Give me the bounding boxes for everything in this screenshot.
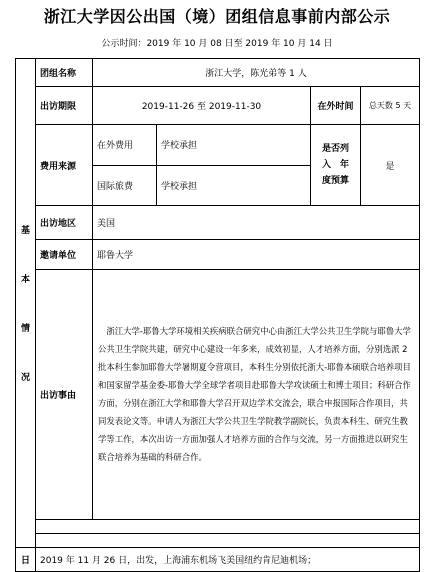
row-spacer-2 — [16, 533, 420, 547]
period-label: 出访期限 — [36, 87, 93, 125]
travel-cost-label: 国际旅费 — [93, 165, 157, 205]
budget-label-line: 度预算 — [321, 176, 349, 187]
abroad-cost-label: 在外费用 — [93, 125, 157, 165]
region-value: 美国 — [93, 205, 420, 239]
schedule-line: 2019 年 11 月 26 日，出发，上海浦东机场飞美国纽约肯尼迪机场； — [36, 547, 420, 571]
side-char: 况 — [20, 372, 30, 383]
days-value: 总天数 5 天 — [361, 87, 420, 125]
travel-cost-value: 学校承担 — [157, 165, 311, 205]
page-title: 浙江大学因公出国（境）团组信息事前内部公示 — [43, 7, 391, 26]
period-value: 2019-11-26 至 2019-11-30 — [93, 87, 311, 125]
publication-period: 公示时间：2019 年 10 月 08 日至 2019 年 10 月 14 日 — [101, 39, 333, 49]
blank-cell — [36, 519, 420, 533]
info-table — [15, 58, 420, 572]
days-label: 在外时间 — [311, 87, 361, 125]
reason-label: 出访事由 — [36, 270, 93, 519]
budget-value: 是 — [361, 125, 420, 205]
reason-paragraph: 浙江大学-耶鲁大学环境相关疾病联合研究中心由浙江大学公共卫生学院与耶鲁大学公共卫生学院共建，研究中心建设一年多来，成效初显，人才培养方面，分别选派 2 批本科生参加耶鲁大学暑期夏令营项目，本科生分别依托浙大-耶鲁本硕联合培养项目和国家留学基金委-耶鲁大学全球学者项目赴耶鲁大学攻读硕士和博士项目；科研合作方面，分别在浙江大学和耶鲁大学召开双边学术交流会，联合申报国际合作项目，共同发表论文等。申请人为浙江大学公共卫生学院教学副院长，负责本科生、研究生教学等工作，本次出访一方面加强人才培养方面的合作与交流，另一方面推进以研究生联合培养为基础的科研合作。 — [98, 326, 411, 463]
side-char: 本 — [20, 274, 30, 285]
inviter-value: 耶鲁大学 — [93, 240, 420, 270]
side-label-basic-info — [16, 59, 36, 548]
blank-cell — [36, 533, 420, 547]
region-label: 出访地区 — [36, 205, 93, 239]
row-inviter — [16, 240, 420, 270]
budget-label — [311, 125, 361, 205]
row-funding-abroad — [16, 125, 420, 165]
budget-label-line: 是否列 — [321, 144, 349, 155]
row-period — [16, 87, 420, 125]
team-name-value: 浙江大学，陈光弟等 1 人 — [93, 59, 420, 87]
side-char: 情 — [20, 323, 30, 334]
row-spacer — [16, 519, 420, 533]
reason-value — [93, 270, 420, 519]
row-region — [16, 205, 420, 239]
side-label-schedule: 日 — [16, 547, 36, 571]
row-reason — [16, 270, 420, 519]
funding-label: 费用来源 — [36, 125, 93, 205]
abroad-cost-value: 学校承担 — [157, 125, 311, 165]
inviter-label: 邀请单位 — [36, 240, 93, 270]
budget-label-line: 入 年 — [321, 160, 349, 171]
side-char: 基 — [20, 225, 30, 236]
row-team-name — [16, 59, 420, 87]
row-schedule — [16, 547, 420, 571]
team-name-label: 团组名称 — [36, 59, 93, 87]
